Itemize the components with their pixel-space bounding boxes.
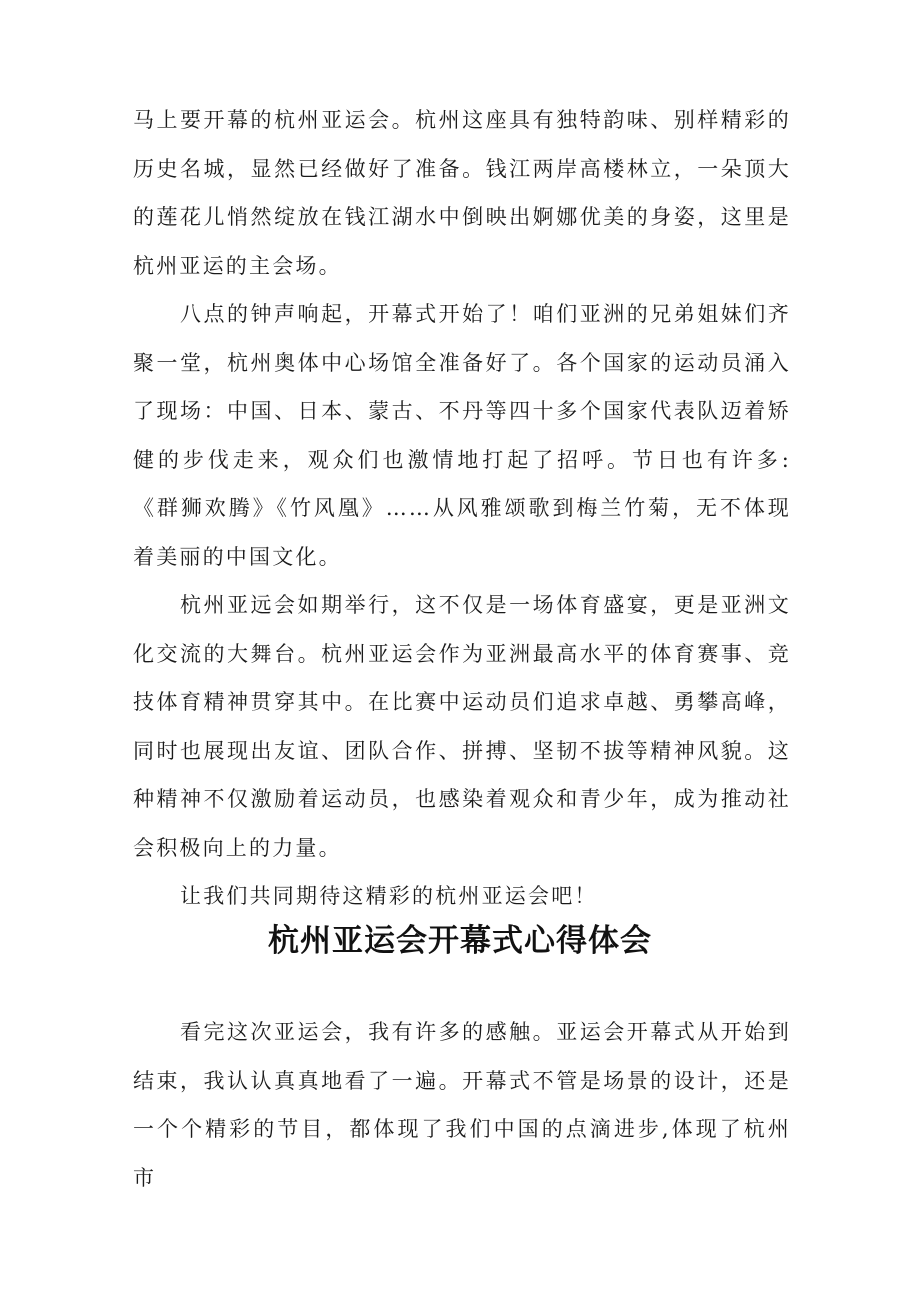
paragraph-closing: 让我们共同期待这精彩的杭州亚运会吧！ — [180, 884, 598, 908]
paragraph-opening: 马上要开幕的杭州亚运会。杭州这座具有独特韵味、别样精彩的历史名城，显然已经做好了准备。钱江两岸高楼林立，一朵顶大的莲花儿悄然绽放在钱江湖水中倒映出婀娜优美的身姿，这里是杭州亚运的主会场。 — [133, 108, 791, 278]
paragraph-culture: 杭州亚远会如期举行，这不仅是一场体育盛宴，更是亚洲文化交流的大舞台。杭州亚运会作为亚洲最高水平的体育赛事、竞技体育精神贯穿其中。在比赛中运动员们追求卓越、勇攀高峰，同时也展现出友谊、团队合作、拼搏、坚韧不拔等精神风貌。这种精神不仅激励着运动员，也感染着观众和青少年，成为推动社会积极向上的力量。 — [133, 593, 791, 860]
section-two — [133, 1008, 791, 1202]
section-two-heading — [0, 915, 920, 960]
paragraph-reflection: 看完这次亚运会，我有许多的感触。亚运会开幕式从开始到结束，我认认真真地看了一遍。开幕式不管是场景的设计，还是一个个精彩的节目，都体现了我们中国的点滴进步,体现了杭州市 — [133, 1020, 791, 1190]
section-one — [133, 96, 791, 921]
paragraph-ceremony: 八点的钟声响起，开幕式开始了！咱们亚洲的兄弟姐妹们齐聚一堂，杭州奥体中心场馆全准备好了。各个国家的运动员涌入了现场：中国、日本、蒙古、不丹等四十多个国家代表队迈着矫健的步伐走来，观众们也激情地打起了招呼。节日也有许多:《群狮欢腾》《竹风凰》……从风雅颂歌到梅兰竹菊，无不体现着美丽的中国文化。 — [133, 302, 791, 569]
article-title: 杭州亚运会开幕式心得体会 — [268, 923, 652, 959]
